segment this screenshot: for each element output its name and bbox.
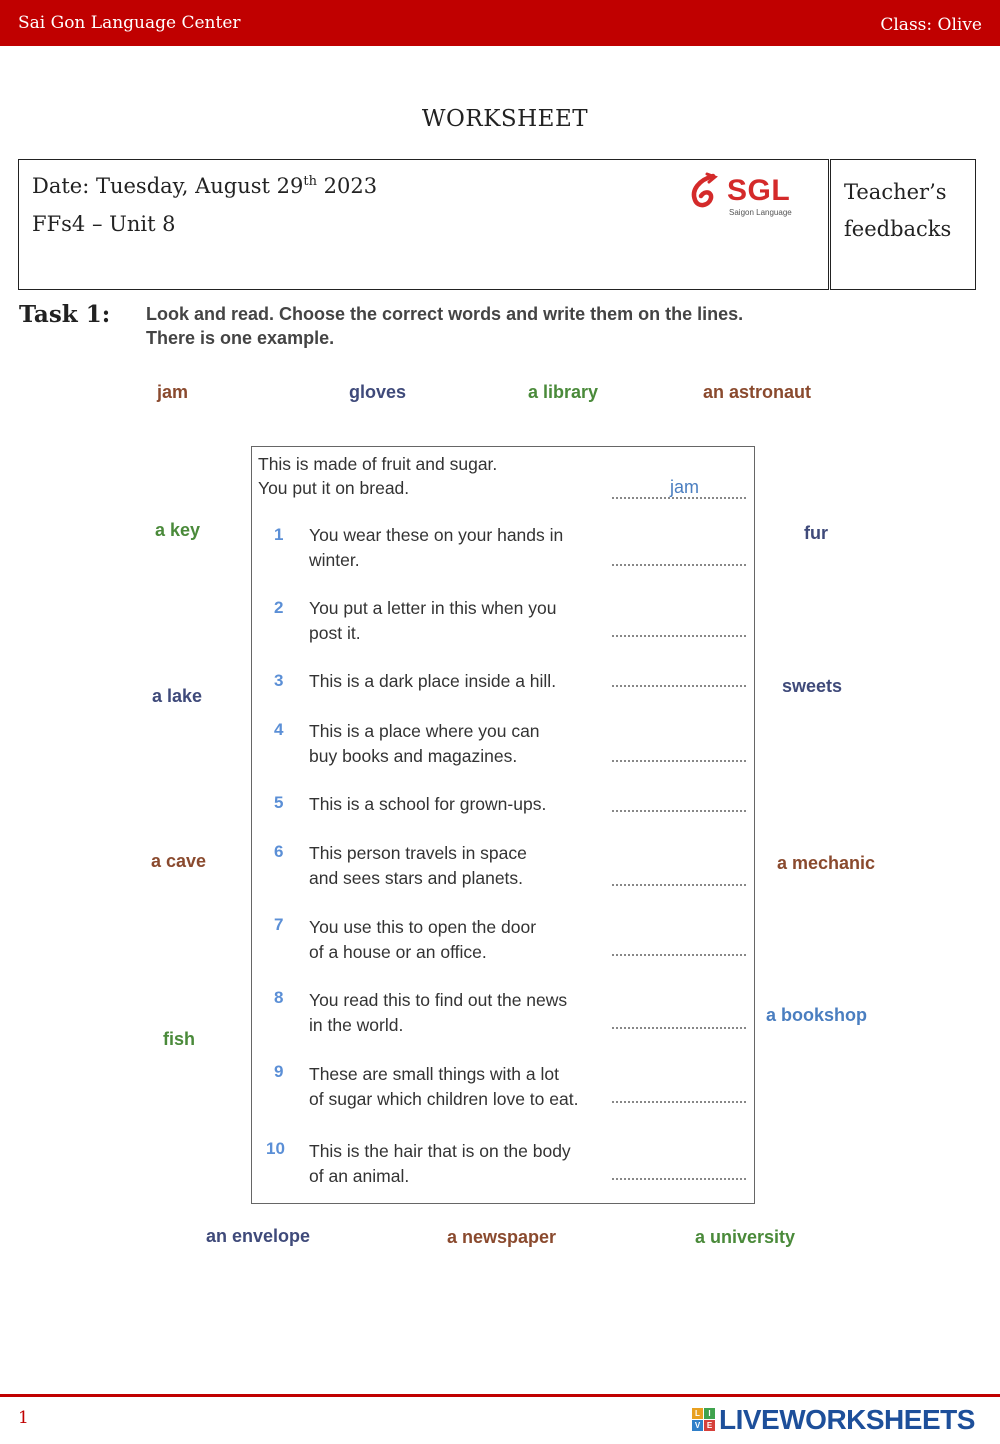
question-line: This is a school for grown-ups. <box>309 794 547 814</box>
info-box <box>18 159 829 290</box>
question-line: of a house or an office. <box>309 942 487 962</box>
answer-line-9[interactable] <box>612 1101 746 1103</box>
question-line: and sees stars and planets. <box>309 868 524 888</box>
answer-line-3[interactable] <box>612 685 746 687</box>
word-bank-item: a university <box>695 1227 796 1247</box>
example-text <box>258 452 497 500</box>
word-bank-item: a library <box>528 382 599 402</box>
instruction-line: Look and read. Choose the correct words and write them on the lines. <box>146 304 744 324</box>
question-text <box>309 596 609 646</box>
sgl-logo <box>685 172 795 220</box>
questions-box <box>251 446 755 1204</box>
question-number: 8 <box>274 988 284 1007</box>
feedback-label: Teacher’s feedbacks <box>844 180 952 241</box>
task-label: Task 1: <box>19 301 111 328</box>
date-ordinal: th <box>303 174 317 189</box>
date-text: Date: Tuesday, August 29 <box>32 174 304 198</box>
logo-letter: L <box>692 1408 703 1419</box>
word-bank-item: an astronaut <box>703 382 812 402</box>
logo-letter: V <box>692 1420 703 1431</box>
question-text <box>309 988 609 1038</box>
question-number: 7 <box>274 915 284 934</box>
question-line: This is a place where you can <box>309 721 540 741</box>
question-line: in the world. <box>309 1015 404 1035</box>
logo-subtext: Saigon Language <box>729 208 792 217</box>
question-text <box>309 792 609 817</box>
question-line: winter. <box>309 550 360 570</box>
page-title: WORKSHEET <box>421 106 589 132</box>
question-number: 2 <box>274 598 284 617</box>
question-text <box>309 915 609 965</box>
question-line: You read this to find out the news <box>309 990 568 1010</box>
unit-label: FFs4 – Unit 8 <box>32 212 176 236</box>
word-bank-item: a lake <box>152 686 203 706</box>
question-number: 3 <box>274 671 284 690</box>
date-line <box>32 174 377 198</box>
question-line: You use this to open the door <box>309 917 537 937</box>
question-line: buy books and magazines. <box>309 746 518 766</box>
question-line: You put a letter in this when you <box>309 598 557 618</box>
question-number: 5 <box>274 793 284 812</box>
answer-line-6[interactable] <box>612 884 746 886</box>
question-text <box>309 841 609 891</box>
liveworksheets-icon <box>692 1408 716 1432</box>
question-line: of sugar which children love to eat. <box>309 1089 579 1109</box>
page-number: 1 <box>18 1408 29 1428</box>
logo-letter: I <box>704 1408 715 1419</box>
answer-line-2[interactable] <box>612 635 746 637</box>
question-line: These are small things with a lot <box>309 1064 559 1084</box>
question-text <box>309 1062 609 1112</box>
word-bank-item: sweets <box>782 676 843 696</box>
answer-line-10[interactable] <box>612 1178 746 1180</box>
answer-line-5[interactable] <box>612 810 746 812</box>
question-number: 9 <box>274 1062 284 1081</box>
question-line: This person travels in space <box>309 843 527 863</box>
date-year: 2023 <box>316 174 378 198</box>
example-answer-line <box>612 497 746 499</box>
word-bank-item: a mechanic <box>777 853 876 873</box>
example-line: This is made of fruit and sugar. <box>258 454 498 474</box>
answer-line-8[interactable] <box>612 1027 746 1029</box>
question-number: 6 <box>274 842 284 861</box>
question-text <box>309 1139 609 1189</box>
answer-line-4[interactable] <box>612 760 746 762</box>
word-bank-item: a newspaper <box>447 1227 557 1247</box>
question-number: 10 <box>266 1139 285 1158</box>
question-line: This is the hair that is on the body <box>309 1141 571 1161</box>
question-text <box>309 523 609 573</box>
header-bar <box>0 0 1000 46</box>
task-instruction <box>146 302 743 350</box>
class-label: Class: Olive <box>880 15 982 35</box>
example-line: You put it on bread. <box>258 478 410 498</box>
word-bank-item: a bookshop <box>766 1005 868 1025</box>
word-bank-item: fur <box>804 523 828 543</box>
question-line: of an animal. <box>309 1166 410 1186</box>
question-number: 4 <box>274 720 284 739</box>
example-answer: jam <box>670 477 700 497</box>
teacher-feedback-box <box>830 159 976 290</box>
word-bank-item: gloves <box>349 382 407 402</box>
center-name: Sai Gon Language Center <box>18 13 241 33</box>
logo-text: SGL <box>727 174 791 207</box>
word-bank-item: an envelope <box>206 1226 311 1246</box>
answer-line-7[interactable] <box>612 954 746 956</box>
footer-divider <box>0 1394 1000 1397</box>
question-line: You wear these on your hands in <box>309 525 564 545</box>
answer-line-1[interactable] <box>612 564 746 566</box>
question-line: post it. <box>309 623 361 643</box>
sgl-swoosh-icon <box>685 172 729 220</box>
liveworksheets-brand: LIVEWORKSHEETS <box>719 1404 975 1435</box>
instruction-line: There is one example. <box>146 328 335 348</box>
word-bank-item: a cave <box>151 851 207 871</box>
question-line: This is a dark place inside a hill. <box>309 671 557 691</box>
question-number: 1 <box>274 525 284 544</box>
question-text <box>309 719 609 769</box>
word-bank-item: fish <box>163 1029 196 1049</box>
question-text <box>309 669 609 694</box>
word-bank-item: a key <box>155 520 201 540</box>
logo-letter: E <box>704 1420 715 1431</box>
word-bank-item: jam <box>157 382 189 402</box>
